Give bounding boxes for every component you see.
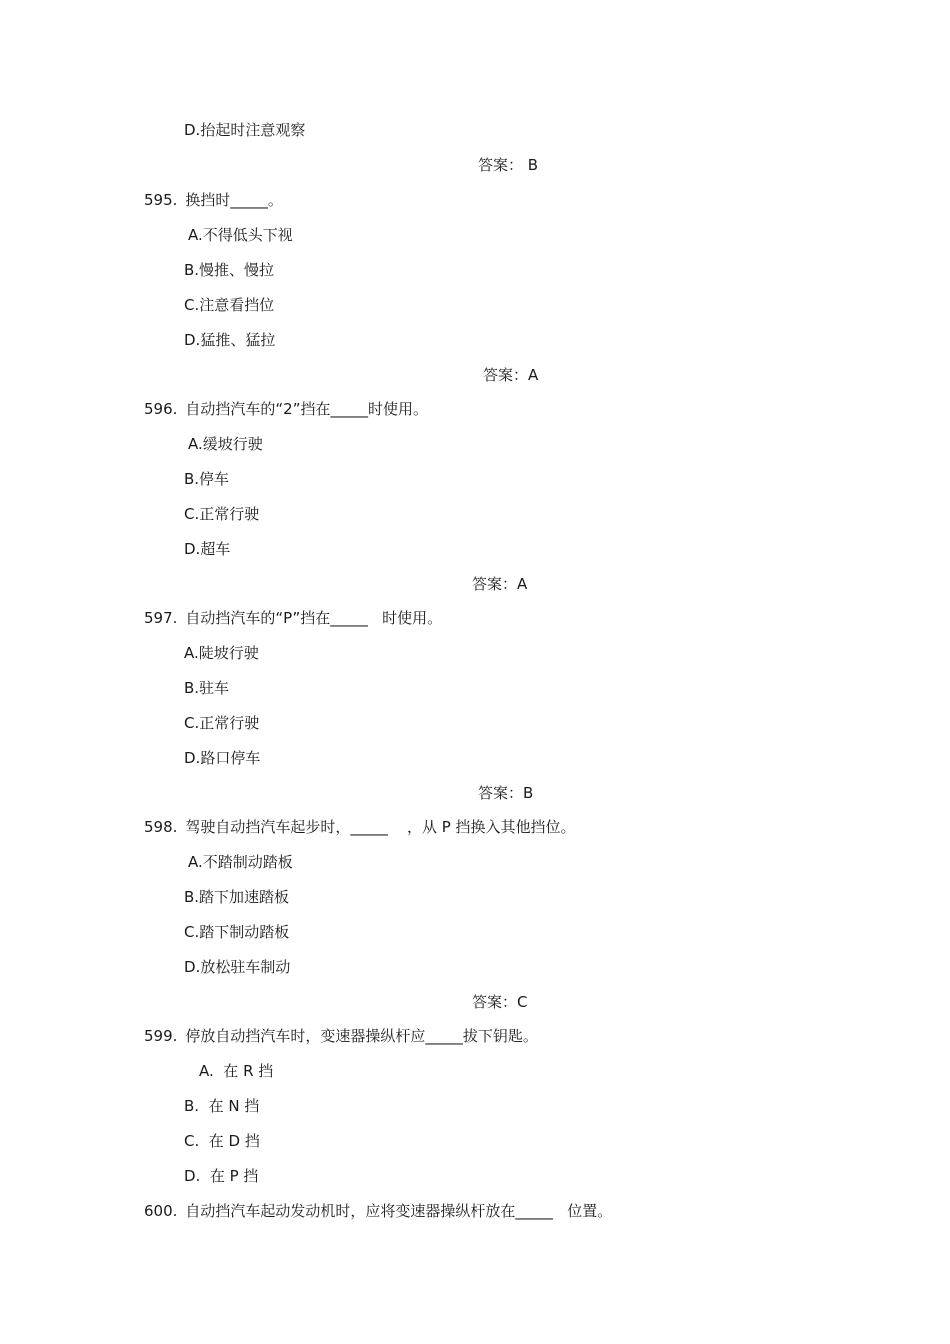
question-number: 597. xyxy=(144,609,178,627)
question-text: 驾驶自动挡汽车起步时，_____ ，从 P 挡换入其他挡位。 xyxy=(185,818,576,836)
question-599 xyxy=(144,1026,538,1046)
option-d-595: D.猛推、猛拉 xyxy=(184,331,276,349)
option-c-596: C.正常行驶 xyxy=(184,505,260,523)
question-number: 596. xyxy=(144,400,178,418)
question-600 xyxy=(144,1201,612,1221)
option-b-599: B. 在 N 挡 xyxy=(184,1097,260,1115)
answer-598: 答案：C xyxy=(472,993,528,1011)
option-a-598: A.不踏制动踏板 xyxy=(188,853,293,871)
option-d-598: D.放松驻车制动 xyxy=(184,958,291,976)
question-number: 595. xyxy=(144,191,178,209)
option-c-597: C.正常行驶 xyxy=(184,714,260,732)
option-c-595: C.注意看挡位 xyxy=(184,296,275,314)
answer-595: 答案：A xyxy=(483,366,539,384)
answer-596: 答案：A xyxy=(472,575,528,593)
question-text: 自动挡汽车的“2”挡在_____时使用。 xyxy=(185,400,428,418)
option-a-595: A.不得低头下视 xyxy=(188,226,293,244)
answer-594: 答案： B xyxy=(478,156,539,174)
question-598 xyxy=(144,817,576,837)
question-597 xyxy=(144,608,442,628)
question-text: 自动挡汽车的“P”挡在_____ 时使用。 xyxy=(185,609,443,627)
option-b-598: B.踏下加速踏板 xyxy=(184,888,290,906)
question-text: 自动挡汽车起动发动机时，应将变速器操纵杆放在_____ 位置。 xyxy=(185,1202,613,1220)
question-number: 599. xyxy=(144,1027,178,1045)
option-d-599: D. 在 P 挡 xyxy=(184,1167,259,1185)
option-d-596: D.超车 xyxy=(184,540,231,558)
option-a-599: A. 在 R 挡 xyxy=(199,1062,274,1080)
option-c-598: C.踏下制动踏板 xyxy=(184,923,290,941)
question-595 xyxy=(144,190,283,210)
option-a-596: A.缓坡行驶 xyxy=(188,435,263,453)
question-596 xyxy=(144,399,428,419)
question-number: 598. xyxy=(144,818,178,836)
option-b-596: B.停车 xyxy=(184,470,230,488)
answer-597: 答案：B xyxy=(478,784,534,802)
option-b-595: B.慢推、慢拉 xyxy=(184,261,275,279)
question-text: 停放自动挡汽车时，变速器操纵杆应_____拔下钥匙。 xyxy=(185,1027,538,1045)
question-text: 换挡时_____。 xyxy=(185,191,283,209)
option-c-599: C. 在 D 挡 xyxy=(184,1132,260,1150)
question-number: 600. xyxy=(144,1202,178,1220)
option-a-597: A.陡坡行驶 xyxy=(184,644,259,662)
option-d-597: D.路口停车 xyxy=(184,749,261,767)
option-b-597: B.驻车 xyxy=(184,679,230,697)
option-d-594: D.抬起时注意观察 xyxy=(184,121,306,139)
